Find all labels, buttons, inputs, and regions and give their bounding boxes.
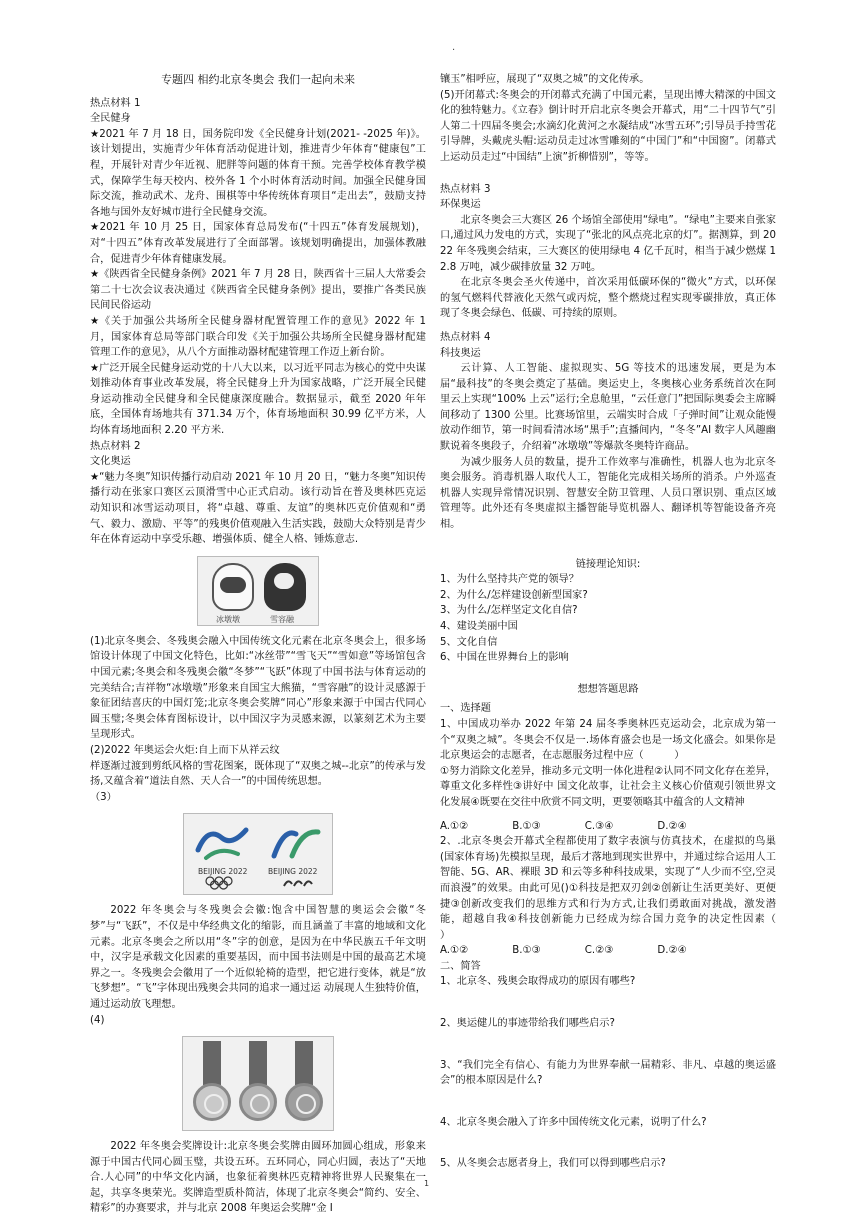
option-c[interactable]: C.③④ [584, 820, 614, 832]
hot1-paragraph: ★2021 年 7 月 18 日，国务院印发《全民健身计划(2021- -2025 年)》。该计划提出，实施青少年体育活动促进计划，推进青少年体育“健康包”工程，开展针对青少年近视、肥胖等问题的体育干预。完善学校体育教学模式，保障学生每天校内、校外各 1 个小时体育活动时间。加强全民健身国际交流，推动武术、龙舟、围棋等中华传统体育项目“走出去”，鼓励支持各地与国外友好城市进行全民健身交流。 [90, 128, 426, 218]
paralympic-agitos-icon [280, 876, 316, 890]
hot1-subheading: 全民健身 [90, 113, 131, 125]
olympic-rings-icon [202, 876, 252, 890]
question-1-statements: ①努力消除文化差异，推动多元文明一体化进程②认同不同文化存在差异，尊重文化多样性③讲好中 国文化故事，让社会主义核心价值观引领世界文化发展④既要在交往中欣赏不同文明，更要领略其中蕴含的人文精神 [440, 765, 776, 808]
theory-item: 6、中国在世界舞台上的影响 [440, 652, 569, 664]
question-1-options [440, 819, 776, 835]
theory-item: 2、为什么/怎样建设创新型国家? [440, 589, 588, 601]
short-question: 4、北京冬奥会融入了许多中国传统文化元素，说明了什么? [440, 1116, 707, 1128]
short-question: 5、从冬奥会志愿者身上，我们可以得到哪些启示? [440, 1158, 666, 1170]
hot3-subheading: 环保奥运 [440, 199, 481, 211]
mascot-caption: 雪容融 [270, 614, 294, 624]
item-paragraph: 样逐渐过渡到剪纸风格的雪花图案，既体现了“双奥之城--北京”的传承与发扬,又蕴含着“道法自然、天人合一”的中国传统思想。 [90, 760, 426, 788]
short-question: 2、奥运健儿的事迹带给我们哪些启示? [440, 1018, 615, 1030]
hot1-paragraph: ★《关于加强公共场所全民健身器材配置管理工作的意见》2022 年 1 月，国家体育总局等部门联合印发《关于加强公共场所全民健身器材配建管理工作的意见》，从八个方面推动器材配建管理工作迈上新台阶。 [90, 315, 426, 359]
hot4-paragraph: 为减少服务人员的数量，提升工作效率与准确性，机器人也为北京冬奥会服务。消毒机器人取代人工，智能化完成相关场所的消杀。户外巡查机器人实现异常情况识别、智慧安全防卫管理、人员口罩识别、重点区域管理等。此外还有冬奥虚拟主播智能导览机器人、翻译机等智能设备齐亮相。 [440, 456, 776, 531]
item-paragraph: (1)北京冬奥会、冬残奥会融入中国传统文化元素在北京冬奥会上，很多场馆设计体现了中国文化特色，比如:“冰丝带”“雪飞天”“雪如意”等场馆包含中国元素;冬奥会和冬残奥会徽“冬梦”“飞跃”体现了中国书法与体育运动的完美结合;吉祥物“冰墩墩”形象来自国宝大熊猫，“雪容融”的设计灵感源于象征团结喜庆的中国灯笼;北京冬奥会奖牌“同心”形象来源于中国古代同心圆玉璧;冬奥会体育图标设计，以中国汉字为灵感来源，以篆刻艺术为主要呈现形式。 [90, 635, 426, 741]
short-answer-list [440, 974, 776, 1172]
section-heading: 一、选择题 [440, 703, 491, 715]
flying-emblem-icon [264, 820, 326, 864]
section-heading: 二、简答 [440, 960, 481, 972]
theory-item: 3、为什么/怎样坚定文化自信? [440, 605, 578, 617]
hot1-heading: 热点材料 1 [90, 97, 141, 109]
item-label: （3） [90, 791, 117, 803]
question-2: 2、.北京冬奥会开幕式全程都使用了数字表演与仿真技术，在虚拟的鸟巢(国家体育场)先模拟呈现，最后才落地到现实世界中，并通过综合运用人工智能、5G、AR、裸眼 3D 和云等多种科技成果，实现了“人少而不空,空灵而浪漫”的效果。由此可见()①科技是把双刃剑②创新让生活更美好、更便捷③创新改变我们的思维方式和行为方式,让我们勇敢面对挑战，激发潜能，超越自我④科技创新能力已经成为综合国力竞争的决定性因素（ ） [440, 836, 807, 941]
item-paragraph: (2)2022 年奥运会火炬:自上而下从祥云纹 [90, 744, 280, 756]
header-mark: . [452, 42, 456, 53]
left-column [90, 72, 426, 1216]
hot3-heading: 热点材料 3 [440, 183, 491, 195]
item-paragraph: 2022 年冬奥会奖牌设计:北京冬奥会奖牌由圆环加圆心组成，形象来源于中国古代同心圆玉璧，共设五环。五环同心，同心归圆，表达了“天地合.人心同”的中华文化内涵，也象征着奥林匹克精神将世界人民聚集在一起，共享冬奥荣光。奖牌造型质朴简洁，体现了北京冬奥会“简约、安全、精彩”的办赛要求，并与北京 2008 年奥运会奖牌“金 I [90, 1141, 426, 1215]
option-d[interactable]: D.②④ [657, 820, 687, 832]
hot4-subheading: 科技奥运 [440, 347, 481, 359]
question-1: 1、中国成功举办 2022 年第 24 届冬季奥林匹克运动会，北京成为第一个“双奥之城”。冬奥会不仅是一.场体育盛会也是一场文化盛会。如果你是北京奥运会的志愿者，在志愿服务过程中应（ ） [440, 718, 776, 762]
hot1-paragraph: ★2021 年 10 月 25 日，国家体育总局发布(“十四五”体育发展规划)，对“十四五”体育改革发展进行了全面部署。该规划明确提出，加强体教融合，促进青少年体育健康发展。 [90, 222, 426, 265]
hot2-subheading: 文化奥运 [90, 456, 131, 468]
emblems-image [183, 813, 333, 895]
hot4-paragraph: 云计算、人工智能、虚拟现实、5G 等技术的迅速发展，更是为本届“最科技”的冬奥会奠定了基础。奥运史上，冬奥核心业务系统首次在阿里云上实现“100% 上云”运行;全息舱里，“云任意门”把国际奥委会主席瞬间移动了 1300 公里。比赛场馆里，云端实时合成「子弹时间”让观众能慢放动作细节，第一时间看清冰场“黑手”;直播间内，“冬冬”AI 数字人风趣幽默说着冬奥段子，介绍着“冰墩墩”等爆款冬奥特许商品。 [440, 363, 776, 453]
item-paragraph: 2022 年冬奥会与冬残奥会会徽:饱含中国智慧的奥运会会徽“冬梦”与“飞跃”，不仅是中华经典文化的缩影，而且涵盖了丰富的地域和文化元素。北京冬奥会之所以用“冬”字的创意，是因为在中华民族五千年文明中，汉字是承载文化因素的重要基因，而中国书法则是中国的最高艺术境界之一。冬残奥会会徽用了一个近似轮椅的造型，把它进行变体，就是“放飞梦想”。“飞”字体现出残奥会共同的追求一通过运 动展现人生独特价值，通过运动放飞理想。 [90, 905, 426, 1010]
short-question: 1、北京冬、残奥会取得成功的原因有哪些? [440, 976, 636, 988]
silver-medal-icon [239, 1041, 277, 1127]
emblem-caption: BEIJING 2022 [268, 867, 318, 877]
option-d[interactable]: D.②④ [657, 945, 687, 957]
short-question: 3、“我们完全有信心、有能力为世界奉献一届精彩、非凡、卓越的奥运盛会”的根本原因是什么? [440, 1059, 776, 1087]
continued-paragraph: 镶玉”相呼应，展现了“双奥之城”的文化传承。 [440, 74, 650, 85]
hot1-paragraph: ★广泛开展全民健身运动党的十八大以来，以习近平同志为核心的党中央谋划推动体育事业改革发展，将全民健身上升为国家战略，广泛开展全民健身运动推动全民健身和全民健康深度融合。数据显示，截至 2020 年年底，全国体育场地共有 371.34 万个，体育场地面积 30.99 亿平方米，人均体育场地面积 2.20 平方米. [90, 362, 426, 437]
bing-dwen-dwen-figure [212, 563, 254, 611]
hot1-paragraph: ★《陕西省全民健身条例》2021 年 7 月 28 日，陕西省十三届人大常委会第二十七次会议表决通过《陕西省全民健身条例》提出，要推广各类民族民间民俗运动 [90, 269, 426, 312]
question-2-options [440, 943, 776, 959]
hot3-paragraph: 在北京冬奥会圣火传递中，首次采用低碳环保的“微火”方式，以环保的氢气燃料代替液化天然气或丙烷，整个燃烧过程实现零碳排放，真正体现了冬奥会绿色、低碳、可持续的原则。 [440, 277, 776, 320]
theory-heading: 链接理论知识: [575, 558, 641, 570]
page-title: 专题四 相约北京冬奥会 我们一起向未来 [161, 73, 355, 86]
option-b[interactable]: B.①③ [512, 820, 541, 832]
mascots-image [197, 556, 319, 626]
theory-item: 1、为什么坚持共产党的领导？ [440, 574, 579, 586]
option-b[interactable]: B.①③ [512, 945, 541, 957]
option-a[interactable]: A.①② [440, 945, 469, 957]
theory-item: 5、文化自信 [440, 636, 498, 648]
mascot-caption: 冰墩墩 [216, 614, 240, 624]
winter-dream-emblem-icon [192, 820, 254, 864]
shuey-rhon-rhon-figure [264, 563, 306, 611]
emblem-caption: BEIJING 2022 [198, 867, 248, 877]
hot4-heading: 热点材料 4 [440, 331, 491, 343]
theory-item: 4、建设美丽中国 [440, 621, 518, 632]
page-number: 1 [424, 1179, 430, 1188]
item-label: (4) [90, 1014, 105, 1026]
gold-medal-icon [193, 1041, 231, 1127]
item-paragraph: (5)开闭幕式:冬奥会的开闭幕式充满了中国元素，呈现出博大精深的中国文化的独特魅力。《立春》倒计时开启北京冬奥会开幕式，用“二十四节气”引人第二十四届冬奥会;水滴幻化黄河之水凝结成“冰雪五环”;引导员手持雪花引导牌，头戴虎头帽:运动员走过冰雪雕刻的“中国门”和“中国窗”。闭幕式上运动员走过“中国结”上演”折柳惜别”，等等。 [440, 89, 776, 163]
hot2-paragraph: ★“魅力冬奥”知识传播行动启动 2021 年 10 月 20 日，“魅力冬奥”知识传播行动在张家口赛区云顶滑雪中心正式启动。该行动旨在普及奥林匹克运动知识和冰雪运动项目，将“卓越、尊重、友谊”的奥林匹克价值观和“勇气、毅力、激励、平等”的残奥价值观融入生活实践，鼓励大众特别是青少年在体育运动中享受乐趣、增强体质、健全人格、锤炼意志. [90, 471, 426, 546]
right-column [440, 72, 807, 1198]
hot2-heading: 热点材料 2 [90, 440, 141, 452]
option-c[interactable]: C.②③ [584, 945, 614, 957]
answer-heading: 想想答题思路 [577, 683, 639, 695]
option-a[interactable]: A.①② [440, 820, 469, 832]
bronze-medal-icon [285, 1041, 323, 1127]
medals-image [182, 1036, 334, 1131]
hot3-paragraph: 北京冬奥会三大赛区 26 个场馆全部使用“绿电”。“绿电”主要来自张家口,通过风力发电的方式，实现了“张北的风点亮北京的灯”。据测算，到 2022 年冬残奥会结束，三大赛区的使用绿电 4 亿千瓦时，相当于减少燃煤 12.8 万吨，减少碳排放量 32 万吨。 [440, 214, 777, 273]
